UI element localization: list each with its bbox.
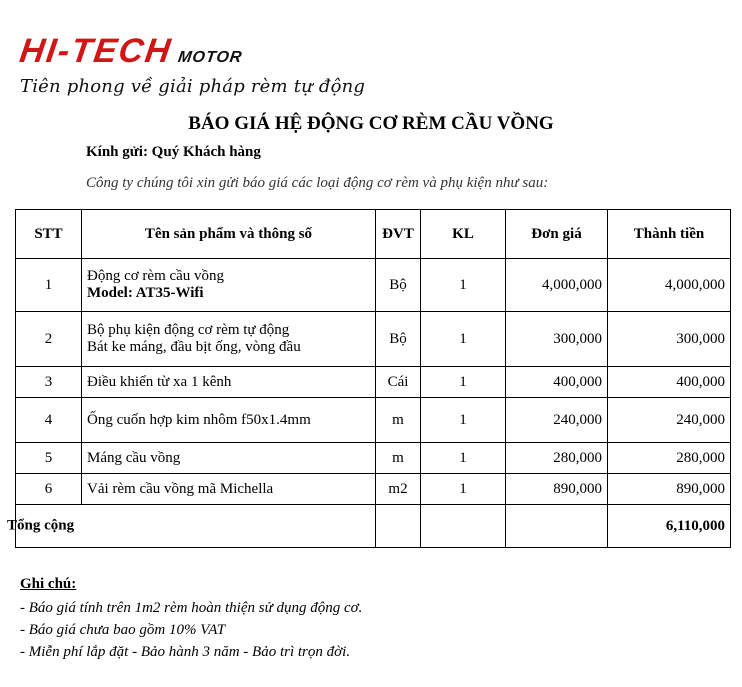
greeting: Kính gửi: Quý Khách hàng [86, 144, 261, 160]
cell-stt: 4 [16, 398, 82, 443]
cell-unit: m2 [376, 474, 421, 505]
cell-name: Vải rèm cầu vồng mã Michella [82, 474, 376, 505]
cell-price: 4,000,000 [506, 259, 608, 312]
cell-empty [506, 505, 608, 548]
cell-price: 890,000 [506, 474, 608, 505]
cell-qty: 1 [421, 259, 506, 312]
brand-sub: MOTOR [176, 49, 244, 66]
cell-qty: 1 [421, 443, 506, 474]
note-line: - Báo giá chưa bao gồm 10% VAT [20, 622, 226, 638]
header-amount: Thành tiền [608, 210, 731, 259]
cell-qty: 1 [421, 474, 506, 505]
header-unit: ĐVT [376, 210, 421, 259]
table-row [16, 259, 731, 312]
notes-title: Ghi chú: [20, 576, 77, 592]
table-row [16, 398, 731, 443]
brand-name: HI-TECH [17, 32, 175, 70]
total-amount: 6,110,000 [608, 505, 731, 548]
cell-unit: Bộ [376, 312, 421, 367]
cell-stt: 1 [16, 259, 82, 312]
cell-stt: 6 [16, 474, 82, 505]
cell-price: 280,000 [506, 443, 608, 474]
table-row [16, 474, 731, 505]
note-line: - Miễn phí lắp đặt - Bảo hành 3 năm - Bảo trì trọn đời. [20, 644, 351, 660]
table-header-row [16, 210, 731, 259]
note-line: - Báo giá tính trên 1m2 rèm hoàn thiện sử dụng động cơ. [20, 600, 363, 616]
notes-section [20, 576, 362, 663]
cell-name [82, 259, 376, 312]
header-price: Đơn giá [506, 210, 608, 259]
cell-stt: 5 [16, 443, 82, 474]
cell-unit: Bộ [376, 259, 421, 312]
cell-name: Ống cuốn hợp kim nhôm f50x1.4mm [82, 398, 376, 443]
header-qty: KL [421, 210, 506, 259]
cell-amount: 890,000 [608, 474, 731, 505]
table-row [16, 367, 731, 398]
cell-unit: m [376, 398, 421, 443]
cell-name-line2: Model: AT35-Wifi [87, 285, 204, 301]
header-name: Tên sản phẩm và thông số [82, 210, 376, 259]
quote-table [7, 209, 731, 548]
cell-empty [421, 505, 506, 548]
total-row [16, 505, 731, 548]
intro-text: Công ty chúng tôi xin gửi báo giá các loại động cơ rèm và phụ kiện như sau: [86, 175, 549, 191]
table-row [16, 312, 731, 367]
cell-name-line2: Bát ke máng, đầu bịt ống, vòng đầu [87, 339, 301, 355]
cell-stt: 3 [16, 367, 82, 398]
brand-logo [17, 32, 244, 70]
cell-amount: 4,000,000 [608, 259, 731, 312]
cell-empty [376, 505, 421, 548]
header-stt: STT [16, 210, 82, 259]
cell-amount: 240,000 [608, 398, 731, 443]
cell-qty: 1 [421, 367, 506, 398]
cell-name: Máng cầu vồng [82, 443, 376, 474]
cell-amount: 400,000 [608, 367, 731, 398]
table-row [16, 443, 731, 474]
document-title: BÁO GIÁ HỆ ĐỘNG CƠ RÈM CẦU VỒNG [188, 113, 554, 134]
total-label-cell [7, 505, 376, 548]
cell-price: 240,000 [506, 398, 608, 443]
cell-qty: 1 [421, 312, 506, 367]
cell-name [82, 312, 376, 367]
cell-name: Điều khiển từ xa 1 kênh [82, 367, 376, 398]
cell-amount: 280,000 [608, 443, 731, 474]
cell-price: 400,000 [506, 367, 608, 398]
total-label: Tổng cộng [7, 517, 75, 534]
cell-unit: m [376, 443, 421, 474]
cell-name-line1: Bộ phụ kiện động cơ rèm tự động [87, 322, 290, 338]
cell-stt: 2 [16, 312, 82, 367]
cell-name-line1: Động cơ rèm cầu vồng [87, 268, 225, 284]
brand-slogan: Tiên phong về giải pháp rèm tự động [20, 76, 366, 97]
cell-qty: 1 [421, 398, 506, 443]
cell-price: 300,000 [506, 312, 608, 367]
cell-unit: Cái [376, 367, 421, 398]
cell-amount: 300,000 [608, 312, 731, 367]
